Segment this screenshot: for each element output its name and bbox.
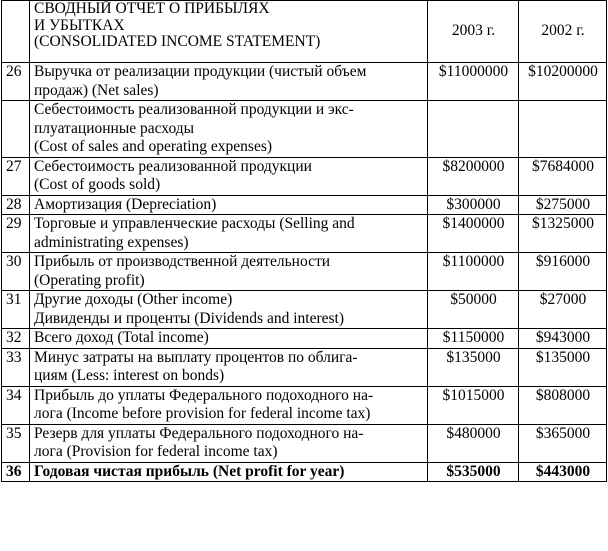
row-number: 27 [2,157,30,195]
income-statement-table [1,0,607,482]
title-line-1: СВОДНЫЙ ОТЧЕТ О ПРИБЫЛЯХ [34,0,270,17]
value-2002: $808000 [519,386,607,424]
statement-rows [2,63,607,482]
description-line: administrating expenses) [34,233,189,251]
year-2002-header: 2002 г. [519,1,607,63]
row-description [30,329,428,349]
table-row [2,253,607,291]
description-line: Всего доход (Total income) [34,329,209,346]
value-2002 [519,101,607,158]
row-description [30,424,428,462]
table-row [2,63,607,101]
description-line: продаж) (Net sales) [34,81,159,99]
row-description [30,215,428,253]
value-2002: $365000 [519,424,607,462]
row-number: 31 [2,291,30,329]
description-line: лога (Income before provision for federal income tax) [34,405,371,422]
description-line: (Operating profit) [34,271,145,289]
value-2003 [428,101,519,158]
description-line: Себестоимость реализованной продукции [34,157,312,175]
table-row [2,462,607,482]
description-line: Дивиденды и проценты (Dividends and interest) [34,309,345,327]
row-description [30,157,428,195]
row-number: 29 [2,215,30,253]
statement-title [30,1,428,63]
description-line: Минус затраты на выплату процентов по облига- [34,348,358,366]
description-line: (Cost of sales and operating expenses) [34,138,273,155]
table-row [2,329,607,349]
description-line: Прибыль до уплаты Федерального подоходного на- [34,386,374,404]
header-number-cell [2,1,30,63]
row-description [30,195,428,215]
row-number: 35 [2,424,30,462]
value-2002: $7684000 [519,157,607,195]
row-number: 34 [2,386,30,424]
table-row [2,424,607,462]
table-row [2,348,607,386]
value-2002: $10200000 [519,63,607,101]
description-line: Себестоимость реализованной продукции и экс- [34,101,354,118]
row-number: 33 [2,348,30,386]
value-2003: $1400000 [428,215,519,253]
year-2003-header: 2003 г. [428,1,519,63]
table-row [2,291,607,329]
value-2002: $943000 [519,329,607,349]
value-2002: $916000 [519,253,607,291]
value-2003: $50000 [428,291,519,329]
value-2003: $8200000 [428,157,519,195]
description-line: (Cost of goods sold) [34,176,161,193]
row-description [30,253,428,291]
value-2003: $1015000 [428,386,519,424]
value-2002: $27000 [519,291,607,329]
description-line: циям (Less: interest on bonds) [34,367,225,384]
value-2002: $135000 [519,348,607,386]
description-line: Резерв для уплаты Федерального подоходного на- [34,424,364,442]
description-line: Годовая чистая прибыль (Net profit for year) [34,462,345,480]
header-row [2,1,607,63]
description-line: Другие доходы (Other income) [34,291,233,308]
value-2002: $1325000 [519,215,607,253]
value-2003: $535000 [428,462,519,482]
description-line: лога (Provision for federal income tax) [34,443,278,460]
description-line: Выручка от реализации продукции (чистый объем [34,63,367,80]
value-2003: $11000000 [428,63,519,101]
row-description [30,291,428,329]
row-number [2,101,30,158]
row-description [30,348,428,386]
description-line: Амортизация (Depreciation) [34,195,217,213]
description-line: Прибыль от производственной деятельности [34,253,331,270]
table-row [2,195,607,215]
value-2002: $275000 [519,195,607,215]
row-description [30,386,428,424]
table-row [2,157,607,195]
title-line-3: (CONSOLIDATED INCOME STATEMENT) [34,33,321,50]
table-row [2,386,607,424]
description-line: Торговые и управленческие расходы (Selling and [34,215,355,232]
value-2003: $480000 [428,424,519,462]
table-row [2,215,607,253]
value-2003: $135000 [428,348,519,386]
description-line: плуатационные расходы [34,119,195,137]
row-number: 32 [2,329,30,349]
row-number: 36 [2,462,30,482]
title-line-2: И УБЫТКАХ [34,16,125,34]
row-description [30,63,428,101]
value-2002: $443000 [519,462,607,482]
row-number: 28 [2,195,30,215]
row-description [30,101,428,158]
row-number: 30 [2,253,30,291]
value-2003: $1100000 [428,253,519,291]
row-description [30,462,428,482]
value-2003: $300000 [428,195,519,215]
table-row [2,101,607,158]
row-number: 26 [2,63,30,101]
value-2003: $1150000 [428,329,519,349]
